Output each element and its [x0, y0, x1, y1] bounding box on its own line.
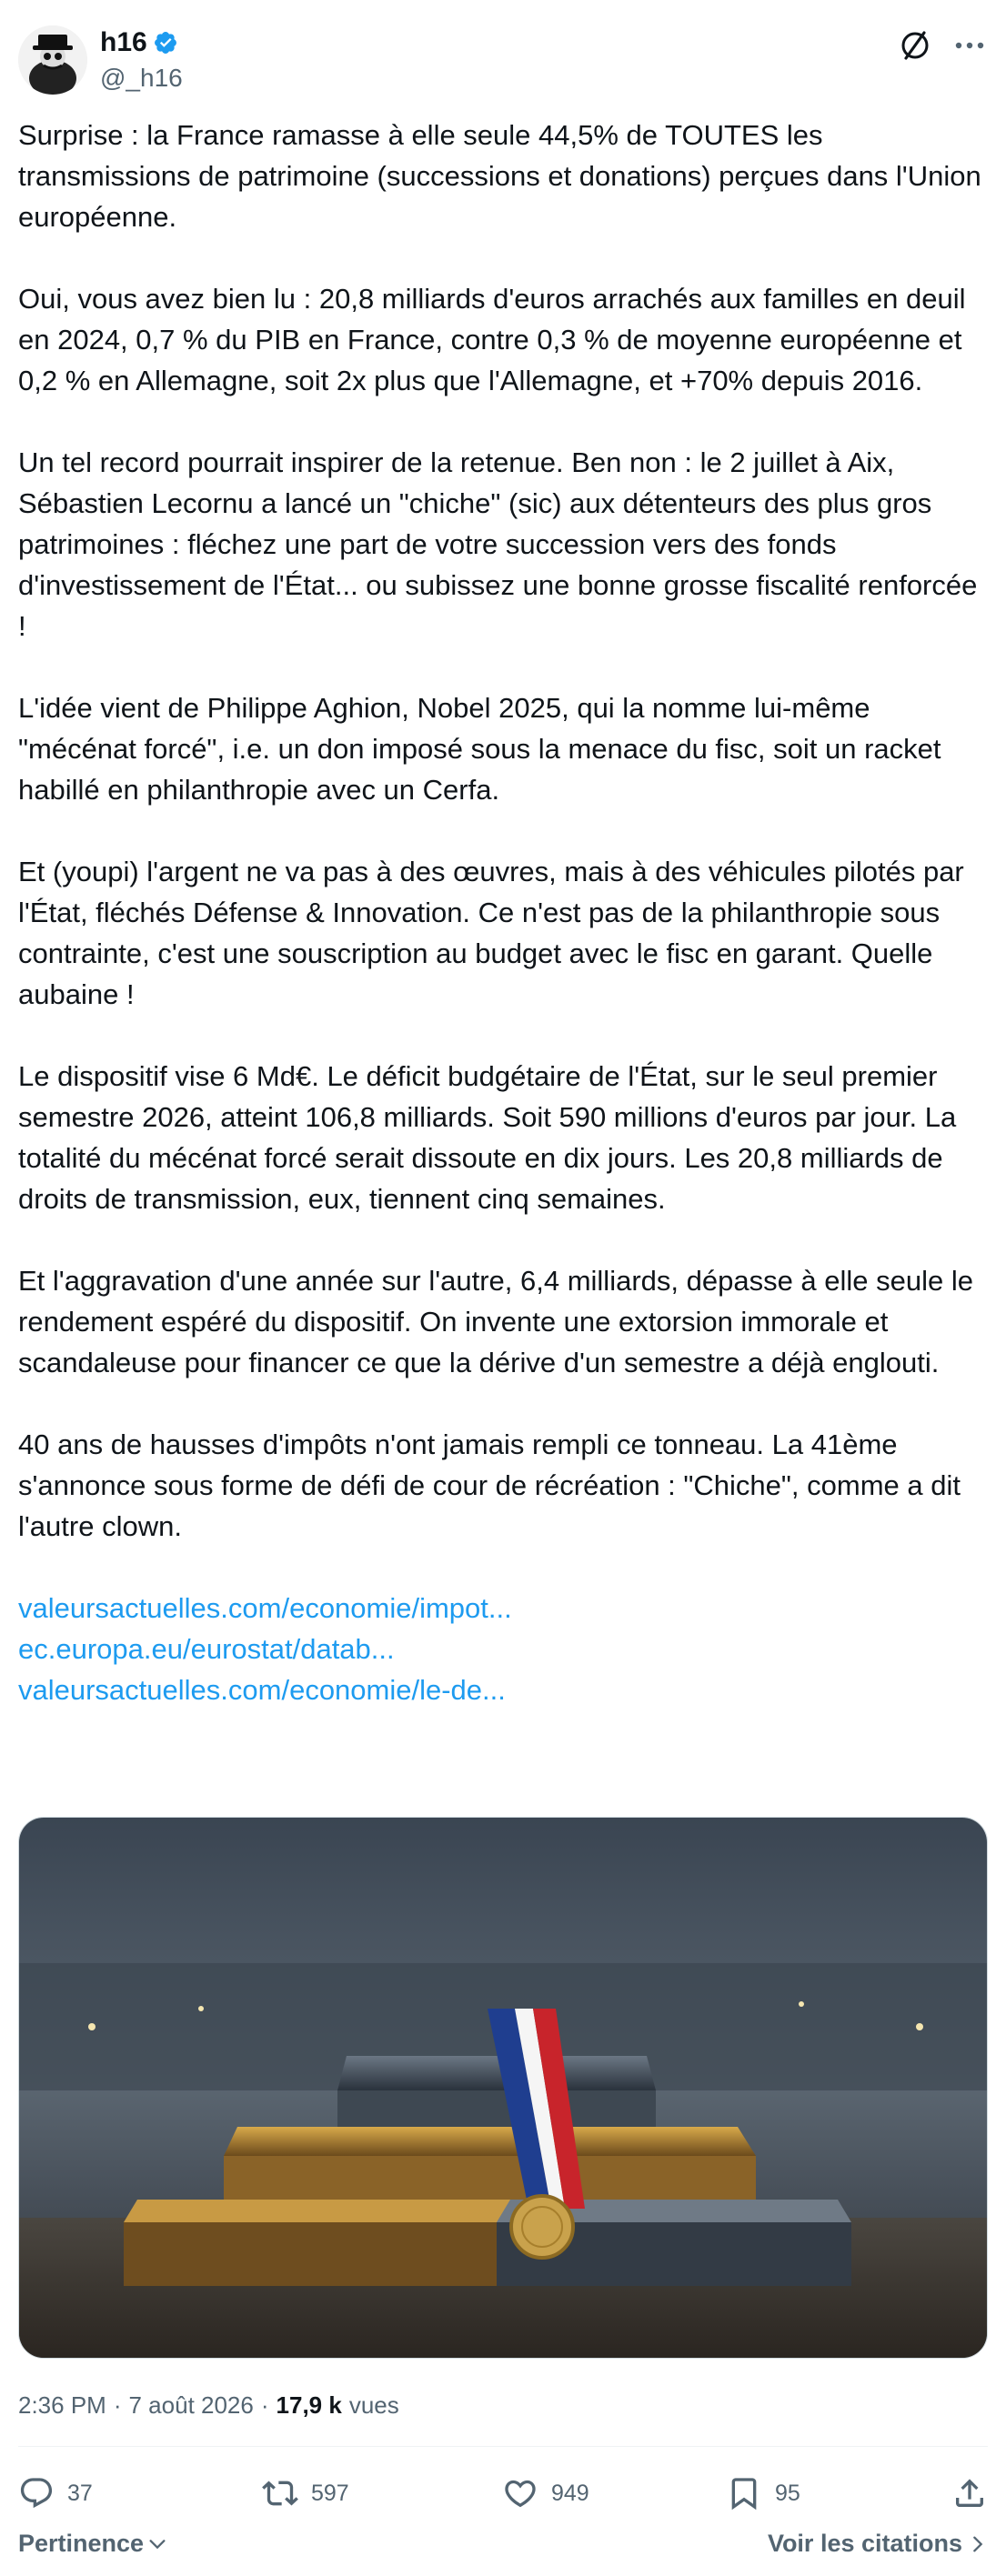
tweet-paragraph: Un tel record pourrait inspirer de la retenue. Ben non : le 2 juillet à Aix, Sébastien Lecornu a lancé un "chiche" (sic) aux détenteurs des plus gros patrimoines : fléchez une part de votre succession vers des fonds d'investissement de l'État... ou subissez une bonne grosse fiscalité renforcée ! — [18, 446, 978, 642]
tweet-paragraph: L'idée vient de Philippe Aghion, Nobel 2025, qui la nomme lui-même "mécénat forcé", i.e. un don imposé sous la menace du fisc, soit un racket habillé en philanthropie avec un Cerfa. — [18, 692, 941, 806]
repost-icon — [262, 2475, 298, 2511]
meta-separator: · — [260, 2391, 269, 2419]
more-icon[interactable] — [951, 29, 988, 62]
sort-label: Pertinence — [18, 2530, 145, 2557]
meta-separator: · — [113, 2391, 122, 2419]
tweet-media[interactable] — [18, 1817, 988, 2359]
tweet-time[interactable]: 2:36 PM — [18, 2391, 106, 2419]
reply-count: 37 — [67, 2480, 93, 2506]
tweet-links — [18, 1588, 988, 1710]
chevron-right-icon — [968, 2534, 988, 2554]
tweet-actions — [18, 2468, 988, 2522]
quotes-label: Voir les citations — [767, 2530, 962, 2557]
views-count[interactable]: 17,9 k — [276, 2391, 342, 2419]
tweet-date[interactable]: 7 août 2026 — [128, 2391, 254, 2419]
like-count: 949 — [551, 2480, 589, 2506]
avatar[interactable] — [18, 25, 87, 95]
tweet-link[interactable]: valeursactuelles.com/economie/le-de... — [18, 1674, 506, 1706]
grok-icon[interactable] — [897, 27, 933, 64]
bookmark-button[interactable] — [726, 2475, 800, 2511]
tweet-link[interactable]: ec.europa.eu/eurostat/datab... — [18, 1633, 395, 1665]
avatar-image — [18, 25, 87, 95]
tweet-paragraph: Et l'aggravation d'une année sur l'autre, 6,4 milliards, dépasse à elle seule le rendement espéré du dispositif. On invente une extorsion immorale et scandaleuse pour financer ce que la dérive d'un semestre a déjà englouti. — [18, 1265, 974, 1378]
share-icon — [951, 2475, 988, 2511]
tweet-header — [18, 22, 988, 98]
author-display-name[interactable]: h16 — [100, 27, 147, 57]
tweet-paragraph: Le dispositif vise 6 Md€. Le déficit budgétaire de l'État, sur le seul premier semestre 2026, atteint 106,8 milliards. Soit 590 millions d'euros par jour. La totalité du mécénat forcé serait dissoute en dix jours. Les 20,8 milliards de droits de transmission, eux, tiennent cinq semaines. — [18, 1060, 957, 1215]
replies-footer — [18, 2530, 988, 2570]
divider — [18, 2446, 988, 2447]
bookmark-count: 95 — [775, 2480, 800, 2506]
tweet-paragraph: Et (youpi) l'argent ne va pas à des œuvres, mais à des véhicules pilotés par l'État, fléchés Défense & Innovation. Ce n'est pas de la philanthropie sous contrainte, c'est une souscription au budget avec le fisc en garant. Quelle aubaine ! — [18, 856, 964, 1010]
tweet-paragraph: Oui, vous avez bien lu : 20,8 milliards d'euros arrachés aux familles en deuil en 2024, 0,7 % du PIB en France, contre 0,3 % de moyenne européenne et 0,2 % en Allemagne, soit 2x plus que l'Allemagne, et +70% depuis 2016. — [18, 283, 966, 396]
verified-badge-icon[interactable] — [153, 30, 178, 55]
media-image-coffins-podium — [19, 1818, 988, 2359]
repost-button[interactable] — [262, 2475, 349, 2511]
chevron-down-icon — [147, 2534, 167, 2554]
view-quotes-link[interactable] — [768, 2530, 988, 2558]
tweet-link[interactable]: valeursactuelles.com/economie/impot... — [18, 1592, 512, 1624]
bookmark-icon — [726, 2475, 762, 2511]
sort-button[interactable] — [18, 2530, 167, 2558]
author-name-row — [100, 27, 178, 58]
tweet-text — [18, 115, 988, 1710]
tweet-paragraph: Surprise : la France ramasse à elle seule 44,5% de TOUTES les transmissions de patrimoine (successions et donations) perçues dans l'Union européenne. — [18, 119, 981, 233]
reply-button[interactable] — [18, 2475, 93, 2511]
author-handle[interactable]: @_h16 — [100, 64, 183, 92]
heart-icon — [502, 2475, 538, 2511]
tweet-paragraph: 40 ans de hausses d'impôts n'ont jamais rempli ce tonneau. La 41ème s'annonce sous forme de défi de cour de récréation : "Chiche", comme a dit l'autre clown. — [18, 1428, 961, 1542]
repost-count: 597 — [311, 2480, 349, 2506]
reply-icon — [18, 2475, 55, 2511]
views-label: vues — [348, 2391, 399, 2419]
share-button[interactable] — [951, 2475, 988, 2511]
tweet-meta — [18, 2391, 399, 2420]
like-button[interactable] — [502, 2475, 589, 2511]
